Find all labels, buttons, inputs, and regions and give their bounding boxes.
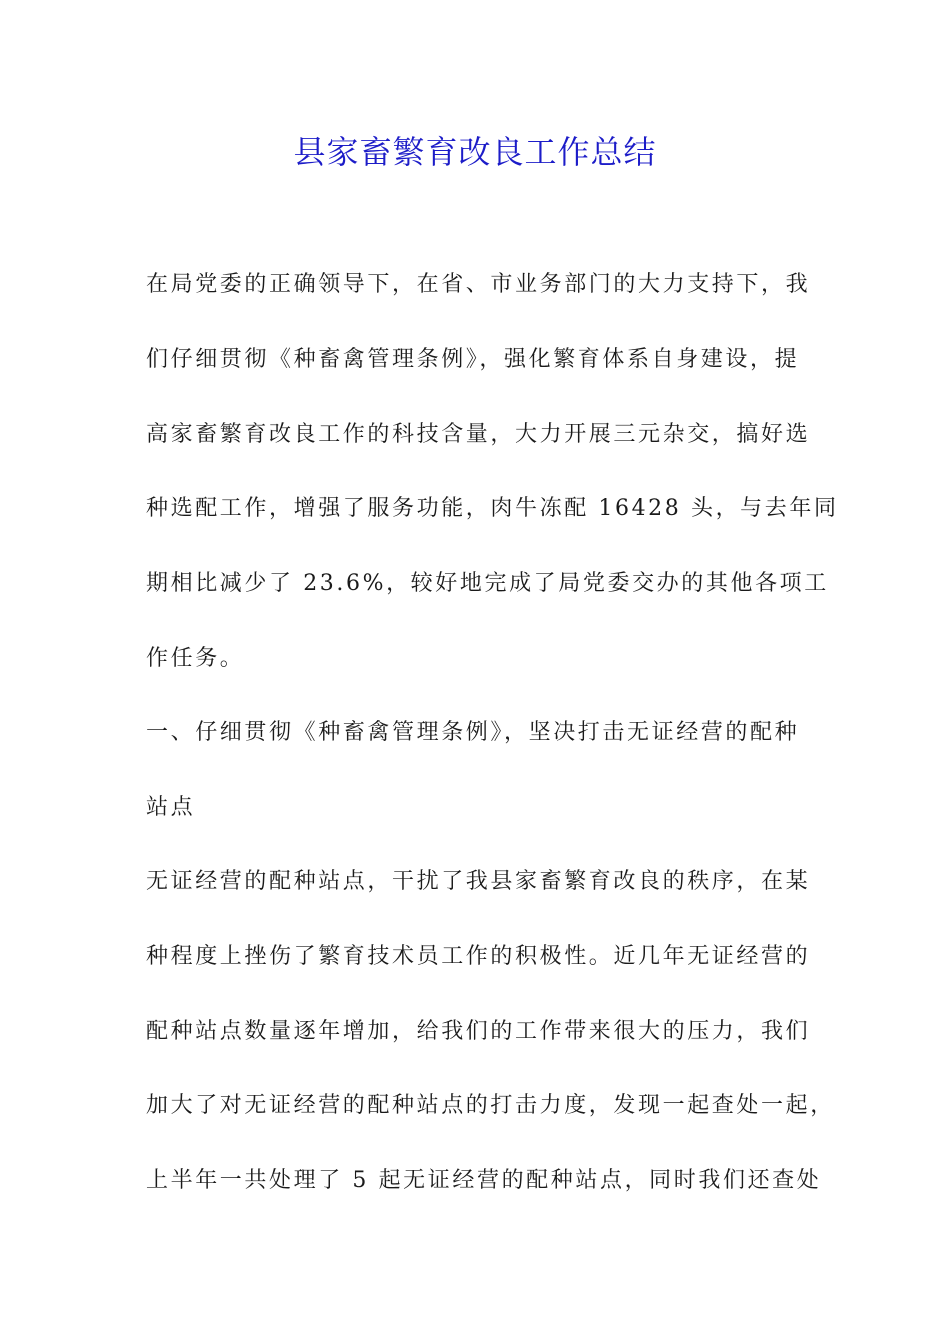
body-line: 无证经营的配种站点，干扰了我县家畜繁育改良的秩序，在某 [146,869,811,894]
body-line: 配种站点数量逐年增加，给我们的工作带来很大的压力，我们 [146,1019,811,1044]
document-title: 县家畜繁育改良工作总结 [293,133,657,171]
body-line: 作任务。 [146,646,245,671]
body-line: 加大了对无证经营的配种站点的打击力度，发现一起查处一起， [146,1093,835,1118]
body-line: 种程度上挫伤了繁育技术员工作的积极性。近几年无证经营的 [146,944,811,969]
body-line: 种选配工作，增强了服务功能，肉牛冻配 16428 头，与去年同 [146,496,839,521]
body-line: 上半年一共处理了 5 起无证经营的配种站点，同时我们还查处 [146,1168,822,1193]
body-line: 高家畜繁育改良工作的科技含量，大力开展三元杂交，搞好选 [146,422,811,447]
section-heading: 一、仔细贯彻《种畜禽管理条例》，坚决打击无证经营的配种 [146,720,800,745]
body-line: 在局党委的正确领导下，在省、市业务部门的大力支持下，我 [146,272,811,297]
body-line: 期相比减少了 23.6%，较好地完成了局党委交办的其他各项工 [146,571,829,596]
section-heading: 站点 [146,795,196,820]
body-line: 们仔细贯彻《种畜禽管理条例》，强化繁育体系自身建设，提 [146,347,800,372]
